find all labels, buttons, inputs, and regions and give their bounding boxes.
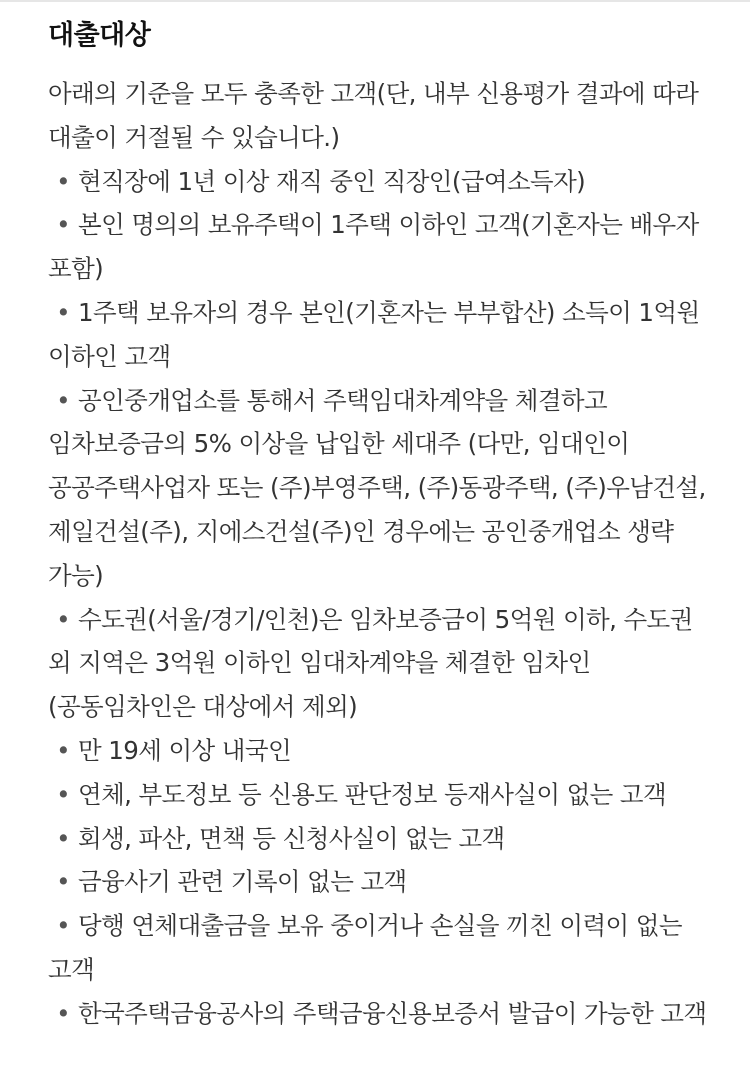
top-divider xyxy=(0,0,750,2)
criteria-item xyxy=(48,291,708,379)
criteria-text: 1주택 보유자의 경우 본인(기혼자는 부부합산) 소득이 1억원 이하인 고객 xyxy=(48,297,700,371)
criteria-text: 현직장에 1년 이상 재직 중인 직장인(급여소득자) xyxy=(78,166,586,196)
criteria-item xyxy=(48,379,708,598)
section-intro: 아래의 기준을 모두 충족한 고객(단, 내부 신용평가 결과에 따라 대출이 거절될 수 있습니다.) xyxy=(48,79,699,152)
criteria-text: 회생, 파산, 면책 등 신청사실이 없는 고객 xyxy=(78,823,505,853)
bullet-icon: • xyxy=(56,911,70,941)
loan-eligibility-section xyxy=(48,14,708,1036)
criteria-item xyxy=(48,992,708,1036)
criteria-text: 금융사기 관련 기록이 없는 고객 xyxy=(78,867,407,897)
criteria-text: 본인 명의의 보유주택이 1주택 이하인 고객(기혼자는 배우자 포함) xyxy=(48,210,699,284)
criteria-text: 수도권(서울/경기/인천)은 임차보증금이 5억원 이하, 수도권 외 지역은 3억원 이하인 임대차계약을 체결한 임차인 (공동임차인은 대상에서 제외) xyxy=(48,604,693,722)
criteria-text: 한국주택금융공사의 주택금융신용보증서 발급이 가능한 고객 xyxy=(78,998,707,1028)
criteria-text: 만 19세 이상 내국인 xyxy=(78,735,292,765)
section-title: 대출대상 xyxy=(48,20,151,51)
criteria-item xyxy=(48,598,708,729)
criteria-item xyxy=(48,860,708,904)
bullet-icon: • xyxy=(56,823,70,853)
bullet-icon: • xyxy=(56,166,70,196)
criteria-item xyxy=(48,817,708,861)
bullet-icon: • xyxy=(56,779,70,809)
bullet-icon: • xyxy=(56,604,70,634)
bullet-icon: • xyxy=(56,210,70,240)
criteria-item xyxy=(48,904,708,992)
bullet-icon: • xyxy=(56,297,70,327)
criteria-item xyxy=(48,729,708,773)
criteria-item xyxy=(48,160,708,204)
bullet-icon: • xyxy=(56,385,70,415)
bullet-icon: • xyxy=(56,735,70,765)
criteria-text: 공인중개업소를 통해서 주택임대차계약을 체결하고 임차보증금의 5% 이상을 납입한 세대주 (다만, 임대인이 공공주택사업자 또는 (주)부영주택, (주)동광주택, (주)우남건설, 제일건설(주), 지에스건설(주)인 경우에는 공인중개업소 생략 가능) xyxy=(48,385,706,590)
bullet-icon: • xyxy=(56,998,70,1028)
bullet-icon: • xyxy=(56,867,70,897)
criteria-item xyxy=(48,203,708,291)
criteria-item xyxy=(48,773,708,817)
criteria-text: 연체, 부도정보 등 신용도 판단정보 등재사실이 없는 고객 xyxy=(78,779,667,809)
criteria-text: 당행 연체대출금을 보유 중이거나 손실을 끼친 이력이 없는 고객 xyxy=(48,911,682,984)
